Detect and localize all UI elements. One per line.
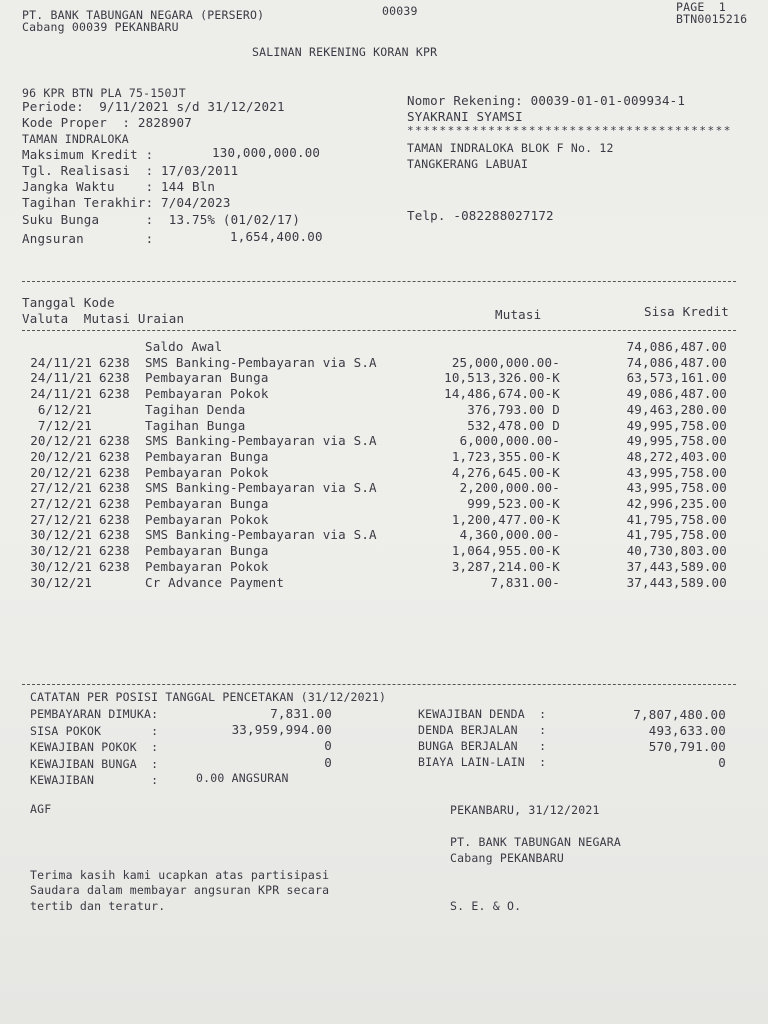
row-sisa-kredit: 42,996,235.00 bbox=[626, 496, 727, 511]
row-code: 6238 bbox=[99, 558, 130, 574]
row-code: 6238 bbox=[99, 480, 130, 496]
maks-kredit-label: Maksimum Kredit : bbox=[22, 147, 154, 162]
kewajiban-label: KEWAJIBAN : bbox=[30, 773, 159, 787]
project-name: TAMAN INDRALOKA bbox=[22, 132, 129, 146]
row-date: 30/12/21 bbox=[30, 527, 92, 543]
seo-note: S. E. & O. bbox=[450, 899, 522, 913]
row-mutasi: 376,793.00 D bbox=[467, 401, 560, 417]
divider bbox=[22, 684, 736, 685]
row-code: 6238 bbox=[99, 386, 130, 402]
row-code: 6238 bbox=[99, 433, 130, 449]
tgl-realisasi: Tgl. Realisasi : 17/03/2011 bbox=[22, 163, 239, 178]
header-sisa-kredit: Sisa Kredit bbox=[644, 304, 729, 319]
row-sisa-kredit: 49,995,758.00 bbox=[626, 433, 727, 449]
suku-bunga: Suku Bunga : 13.75% (01/02/17) bbox=[22, 212, 301, 227]
page-number: PAGE 1 bbox=[676, 0, 726, 14]
row-date: 20/12/21 bbox=[30, 464, 92, 480]
row-sisa-kredit: 37,443,589.00 bbox=[626, 574, 727, 590]
telepon: Telp. -082288027172 bbox=[407, 208, 554, 223]
kewajiban-pokok-value: 0 bbox=[324, 738, 332, 753]
row-sisa-kredit: 63,573,161.00 bbox=[626, 370, 727, 386]
branch-code: 00039 bbox=[382, 4, 418, 18]
bunga-berjalan-value: 570,791.00 bbox=[648, 739, 726, 754]
row-code: 6238 bbox=[99, 464, 130, 480]
row-description: Pembayaran Bunga bbox=[145, 448, 269, 464]
row-sisa-kredit: 49,086,487.00 bbox=[626, 386, 727, 402]
kode-proper: Kode Proper : 2828907 bbox=[22, 115, 192, 130]
row-code: 6238 bbox=[99, 511, 130, 527]
row-mutasi: 1,723,355.00-K bbox=[451, 448, 560, 464]
row-sisa-kredit: 40,730,803.00 bbox=[626, 543, 727, 559]
row-description: Saldo Awal bbox=[145, 339, 223, 354]
row-mutasi: 10,513,326.00-K bbox=[444, 370, 560, 386]
sisa-pokok-label: SISA POKOK : bbox=[30, 724, 159, 738]
branch-name: Cabang 00039 PEKANBARU bbox=[22, 20, 179, 34]
row-sisa-kredit: 74,086,487.00 bbox=[626, 339, 727, 354]
row-description: Cr Advance Payment bbox=[145, 574, 285, 590]
bank-name: PT. BANK TABUNGAN NEGARA (PERSERO) bbox=[22, 8, 265, 22]
jangka-waktu: Jangka Waktu : 144 Bln bbox=[22, 179, 216, 194]
row-description: Tagihan Denda bbox=[145, 401, 246, 417]
row-date: 27/12/21 bbox=[30, 496, 92, 511]
maks-kredit-value: 130,000,000.00 bbox=[212, 145, 321, 160]
pembayaran-dimuka-value: 7,831.00 bbox=[270, 706, 332, 721]
row-code: 6238 bbox=[99, 354, 130, 370]
denda-berjalan-value: 493,633.00 bbox=[648, 723, 726, 738]
row-mutasi: 3,287,214.00-K bbox=[451, 558, 560, 574]
row-code: 6238 bbox=[99, 370, 130, 386]
pembayaran-dimuka-label: PEMBAYARAN DIMUKA: bbox=[30, 707, 159, 721]
row-mutasi: 999,523.00-K bbox=[467, 496, 560, 511]
nama-nasabah: SYAKRANI SYAMSI bbox=[407, 109, 523, 124]
catatan-title: CATATAN PER POSISI TANGGAL PENCETAKAN (31/12/2021) bbox=[30, 690, 387, 704]
row-date: 27/12/21 bbox=[30, 480, 92, 496]
separator-stars: **************************************** bbox=[407, 124, 732, 137]
row-code: 6238 bbox=[99, 527, 130, 543]
row-date: 30/12/21 bbox=[30, 558, 92, 574]
header-valuta-mutasi-uraian: Valuta Mutasi Uraian bbox=[22, 311, 185, 326]
row-description: SMS Banking-Pembayaran via S.A bbox=[145, 354, 377, 370]
kewajiban-bunga-label: KEWAJIBAN BUNGA : bbox=[30, 757, 159, 771]
angsuran-value: 1,654,400.00 bbox=[230, 229, 323, 244]
alamat-line-2: TANGKERANG LABUAI bbox=[407, 157, 529, 171]
row-sisa-kredit: 41,795,758.00 bbox=[626, 511, 727, 527]
product-name: 96 KPR BTN PLA 75-150JT bbox=[22, 86, 186, 100]
row-mutasi: 2,200,000.00- bbox=[459, 480, 560, 496]
row-description: Pembayaran Pokok bbox=[145, 464, 269, 480]
row-date: 20/12/21 bbox=[30, 448, 92, 464]
row-description: Pembayaran Bunga bbox=[145, 370, 269, 386]
alamat-line-1: TAMAN INDRALOKA BLOK F No. 12 bbox=[407, 141, 614, 155]
biaya-lain-label: BIAYA LAIN-LAIN : bbox=[418, 755, 547, 769]
row-code: 6238 bbox=[99, 496, 130, 511]
page-title: SALINAN REKENING KORAN KPR bbox=[252, 45, 438, 59]
thanks-line-2: Saudara dalam membayar angsuran KPR secara bbox=[30, 883, 330, 897]
row-description: SMS Banking-Pembayaran via S.A bbox=[145, 433, 377, 449]
place-date: PEKANBARU, 31/12/2021 bbox=[450, 803, 600, 817]
row-sisa-kredit: 49,463,280.00 bbox=[626, 401, 727, 417]
divider bbox=[22, 330, 736, 331]
row-sisa-kredit: 43,995,758.00 bbox=[626, 464, 727, 480]
bunga-berjalan-label: BUNGA BERJALAN : bbox=[418, 739, 547, 753]
signatory-bank: PT. BANK TABUNGAN NEGARA bbox=[450, 835, 621, 849]
row-mutasi: 4,360,000.00- bbox=[459, 527, 560, 543]
row-date: 7/12/21 bbox=[37, 417, 92, 433]
row-description: Pembayaran Pokok bbox=[145, 558, 269, 574]
document-id: BTN0015216 bbox=[676, 12, 748, 26]
nomor-rekening: Nomor Rekening: 00039-01-01-009934-1 bbox=[407, 93, 686, 108]
kewajiban-bunga-value: 0 bbox=[324, 755, 332, 770]
kewajiban-denda-value: 7,807,480.00 bbox=[633, 707, 726, 722]
row-sisa-kredit: 49,995,758.00 bbox=[626, 417, 727, 433]
divider bbox=[22, 281, 736, 282]
row-mutasi: 1,064,955.00-K bbox=[451, 543, 560, 559]
row-date: 24/11/21 bbox=[30, 354, 92, 370]
row-code: 6238 bbox=[99, 448, 130, 464]
row-sisa-kredit: 43,995,758.00 bbox=[626, 480, 727, 496]
row-description: Pembayaran Pokok bbox=[145, 511, 269, 527]
row-sisa-kredit: 41,795,758.00 bbox=[626, 527, 727, 543]
agf-label: AGF bbox=[30, 802, 52, 816]
row-code: 6238 bbox=[99, 543, 130, 559]
row-sisa-kredit: 37,443,589.00 bbox=[626, 558, 727, 574]
row-description: Pembayaran Bunga bbox=[145, 543, 269, 559]
row-sisa-kredit: 74,086,487.00 bbox=[626, 354, 727, 370]
row-description: SMS Banking-Pembayaran via S.A bbox=[145, 480, 377, 496]
row-description: SMS Banking-Pembayaran via S.A bbox=[145, 527, 377, 543]
row-date: 24/11/21 bbox=[30, 386, 92, 402]
row-sisa-kredit: 48,272,403.00 bbox=[626, 448, 727, 464]
row-description: Tagihan Bunga bbox=[145, 417, 246, 433]
periode: Periode: 9/11/2021 s/d 31/12/2021 bbox=[22, 99, 285, 114]
kewajiban-pokok-label: KEWAJIBAN POKOK : bbox=[30, 740, 159, 754]
angsuran-label: Angsuran : bbox=[22, 231, 154, 246]
row-mutasi: 6,000,000.00- bbox=[459, 433, 560, 449]
row-date: 20/12/21 bbox=[30, 433, 92, 449]
row-mutasi: 25,000,000.00- bbox=[451, 354, 560, 370]
kewajiban-value: 0.00 ANGSURAN bbox=[196, 771, 289, 785]
tagihan-terakhir: Tagihan Terakhir: 7/04/2023 bbox=[22, 195, 231, 210]
row-description: Pembayaran Pokok bbox=[145, 386, 269, 402]
sisa-pokok-value: 33,959,994.00 bbox=[231, 722, 332, 737]
header-tanggal-kode: Tanggal Kode bbox=[22, 295, 115, 310]
row-date: 27/12/21 bbox=[30, 511, 92, 527]
row-mutasi: 532,478.00 D bbox=[467, 417, 560, 433]
biaya-lain-value: 0 bbox=[718, 755, 726, 770]
signatory-branch: Cabang PEKANBARU bbox=[450, 851, 564, 865]
thanks-line-1: Terima kasih kami ucapkan atas partisipasi bbox=[30, 868, 330, 882]
row-mutasi: 14,486,674.00-K bbox=[444, 386, 560, 402]
row-date: 24/11/21 bbox=[30, 370, 92, 386]
row-date: 6/12/21 bbox=[37, 401, 92, 417]
header-mutasi: Mutasi bbox=[495, 307, 542, 322]
thanks-line-3: tertib dan teratur. bbox=[30, 899, 166, 913]
row-mutasi: 7,831.00- bbox=[490, 574, 560, 590]
row-date: 30/12/21 bbox=[30, 543, 92, 559]
row-description: Pembayaran Bunga bbox=[145, 496, 269, 511]
denda-berjalan-label: DENDA BERJALAN : bbox=[418, 723, 547, 737]
row-mutasi: 1,200,477.00-K bbox=[451, 511, 560, 527]
row-mutasi: 4,276,645.00-K bbox=[451, 464, 560, 480]
kewajiban-denda-label: KEWAJIBAN DENDA : bbox=[418, 707, 547, 721]
row-date: 30/12/21 bbox=[30, 574, 92, 590]
